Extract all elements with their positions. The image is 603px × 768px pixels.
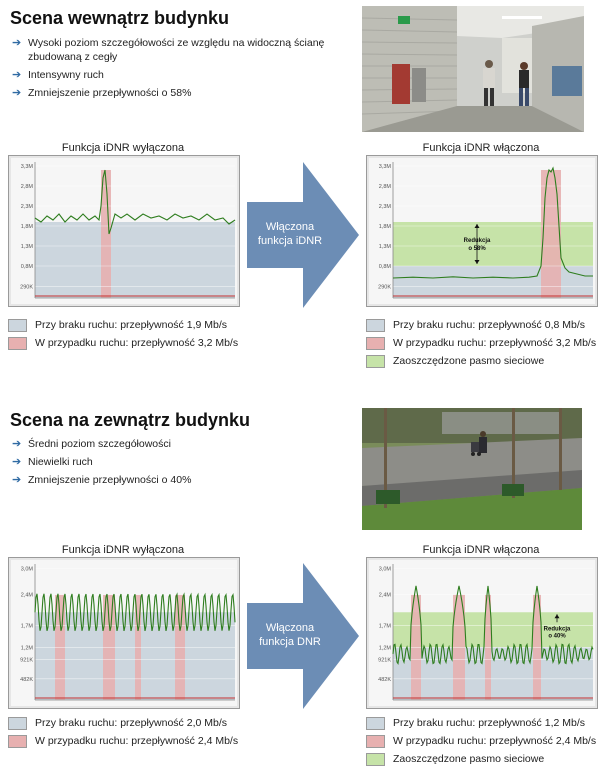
- legend-item-motion: W przypadku ruchu: przepływność 2,4 Mb/s: [8, 732, 248, 750]
- y-tick-label: 482K: [20, 676, 33, 683]
- y-tick-label: 1,2M: [20, 645, 33, 652]
- legend-swatch: [366, 735, 385, 748]
- y-tick-label: 3,0M: [378, 566, 391, 573]
- y-tick-label: 2,3M: [378, 204, 391, 210]
- reduction-value: o 40%: [548, 633, 566, 640]
- y-tick-label: 921K: [378, 657, 391, 664]
- y-tick-label: 290K: [20, 284, 33, 291]
- y-tick-label: 2,3M: [20, 204, 33, 210]
- bullet-arrow-icon: ➔: [12, 37, 22, 49]
- legend-swatch: [366, 717, 385, 730]
- bullet-item: ➔ Zmniejszenie przepływności o 58%: [12, 87, 192, 99]
- y-tick-label: 3,0M: [20, 566, 33, 573]
- indoor-arrow-label: Włączona funkcja iDNR: [257, 221, 323, 247]
- bullet-arrow-icon: ➔: [12, 69, 22, 81]
- legend-swatch: [8, 319, 27, 332]
- no-motion-area: [393, 266, 593, 298]
- outdoor-title: Scena na zewnątrz budynku: [10, 410, 251, 430]
- indoor-bullet-list: [10, 36, 340, 104]
- y-tick-label: 0,8M: [20, 264, 33, 270]
- bullet-arrow-icon: ➔: [12, 87, 22, 99]
- y-tick-label: 290K: [378, 284, 391, 291]
- indoor-left-chart-title: Funkcja iDNR wyłączona: [61, 142, 185, 154]
- legend-item-no-motion: Przy braku ruchu: przepływność 1,2 Mb/s: [366, 714, 602, 732]
- y-tick-label: 2,8M: [378, 184, 391, 190]
- y-tick-label: 3,3M: [378, 164, 391, 170]
- legend-item-motion: W przypadku ruchu: przepływność 3,2 Mb/s: [366, 334, 602, 352]
- y-tick-label: 1,3M: [20, 244, 33, 250]
- outdoor-on-chart: [366, 557, 598, 709]
- reduction-value: o 58%: [468, 246, 486, 252]
- outdoor-arrow-label: Włączona funkcja DNR: [259, 622, 321, 648]
- outdoor-left-chart-title: Funkcja iDNR wyłączona: [61, 544, 185, 556]
- y-tick-label: 3,3M: [20, 164, 33, 170]
- outdoor-right-legend: [366, 714, 602, 768]
- legend-item-motion: W przypadku ruchu: przepływność 2,4 Mb/s: [366, 732, 602, 750]
- y-tick-label: 482K: [378, 676, 391, 683]
- outdoor-bullet-list: [10, 437, 340, 491]
- outdoor-transition-arrow: [247, 563, 359, 709]
- y-tick-label: 1,3M: [378, 244, 391, 250]
- y-tick-label: 2,8M: [20, 184, 33, 190]
- bullet-item: ➔ Intensywny ruch: [12, 69, 104, 81]
- y-tick-label: 1,8M: [378, 224, 391, 230]
- indoor-off-chart: [8, 155, 240, 307]
- y-tick-label: 0,8M: [378, 264, 391, 270]
- y-tick-label: 921K: [20, 657, 33, 664]
- motion-band: [541, 170, 561, 298]
- bullet-item: ➔ Zmniejszenie przepływności o 40%: [12, 474, 192, 486]
- indoor-on-chart: [366, 155, 598, 307]
- indoor-left-legend: [8, 316, 248, 352]
- outdoor-street-photo: [362, 408, 582, 530]
- legend-swatch: [366, 319, 385, 332]
- bullet-arrow-icon: ➔: [12, 438, 22, 450]
- bullet-item: ➔ Niewielki ruch: [12, 456, 93, 468]
- outdoor-right-chart-title: Funkcja iDNR włączona: [422, 544, 540, 556]
- saved-bandwidth-area: [393, 222, 593, 266]
- y-tick-label: 1,7M: [20, 623, 33, 630]
- y-tick-label: 1,2M: [378, 645, 391, 652]
- legend-item-no-motion: Przy braku ruchu: przepływność 2,0 Mb/s: [8, 714, 248, 732]
- legend-swatch: [366, 355, 385, 368]
- legend-item-no-motion: Przy braku ruchu: przepływność 1,9 Mb/s: [8, 316, 248, 334]
- bullet-arrow-icon: ➔: [12, 456, 22, 468]
- y-tick-label: 1,7M: [378, 623, 391, 630]
- indoor-transition-arrow: [247, 162, 359, 308]
- y-tick-label: 2,4M: [378, 592, 391, 599]
- y-tick-label: 2,4M: [20, 592, 33, 599]
- bullet-item: ➔ Wysoki poziom szczegółowości ze względu na widoczną ścianę zbudowaną z cegły: [12, 37, 325, 63]
- legend-swatch: [366, 337, 385, 350]
- legend-swatch: [8, 337, 27, 350]
- indoor-corridor-photo: [362, 6, 584, 132]
- indoor-right-legend: [366, 316, 602, 370]
- legend-swatch: [366, 753, 385, 766]
- legend-item-saved: Zaoszczędzone pasmo sieciowe: [366, 750, 602, 768]
- outdoor-left-legend: [8, 714, 248, 750]
- y-tick-label: 1,8M: [20, 224, 33, 230]
- legend-item-no-motion: Przy braku ruchu: przepływność 0,8 Mb/s: [366, 316, 602, 334]
- legend-swatch: [8, 735, 27, 748]
- outdoor-off-chart: [8, 557, 240, 709]
- reduction-label: Redukcja: [463, 238, 491, 244]
- legend-item-saved: Zaoszczędzone pasmo sieciowe: [366, 352, 602, 370]
- reduction-label: Redukcja: [543, 626, 571, 633]
- indoor-right-chart-title: Funkcja iDNR włączona: [422, 142, 540, 154]
- bullet-item: ➔ Średni poziom szczegółowości: [12, 438, 171, 450]
- indoor-title: Scena wewnątrz budynku: [10, 8, 230, 28]
- legend-item-motion: W przypadku ruchu: przepływność 3,2 Mb/s: [8, 334, 248, 352]
- legend-swatch: [8, 717, 27, 730]
- bullet-arrow-icon: ➔: [12, 474, 22, 486]
